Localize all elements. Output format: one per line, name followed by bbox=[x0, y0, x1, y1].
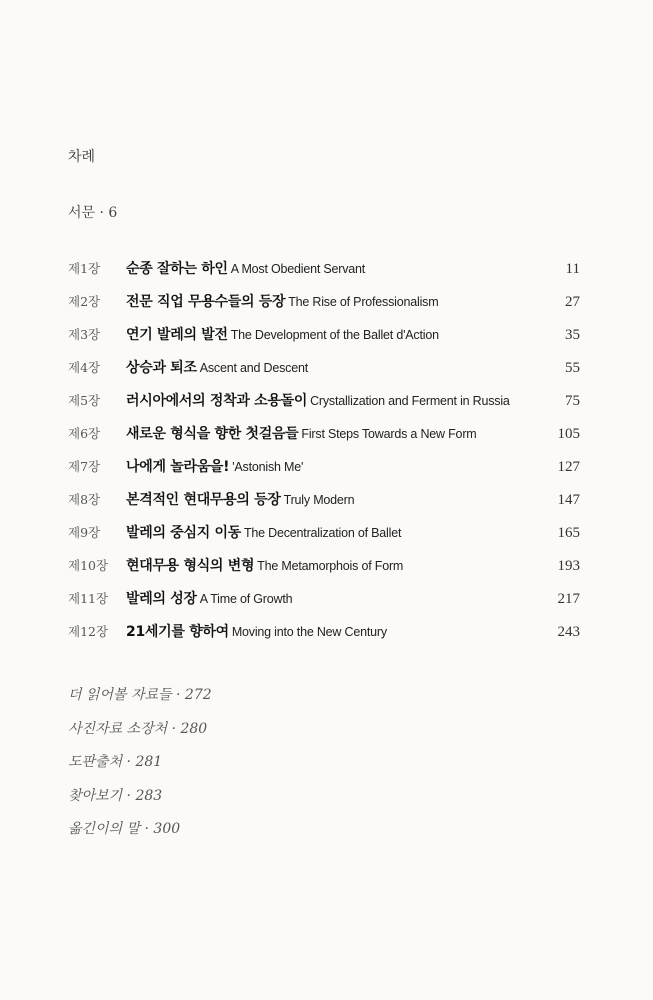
chapter-title-english: The Decentralization of Ballet bbox=[243, 526, 402, 540]
chapter-row-2 bbox=[68, 291, 580, 324]
appendix-list bbox=[68, 684, 212, 852]
chapter-title-english: Ascent and Descent bbox=[199, 361, 308, 375]
chapter-title-english: The Development of the Ballet d'Action bbox=[230, 328, 439, 342]
chapter-title bbox=[126, 456, 530, 476]
chapter-title-english: First Steps Towards a New Form bbox=[301, 427, 477, 441]
chapter-row-8 bbox=[68, 489, 580, 522]
chapter-title bbox=[126, 555, 530, 575]
chapter-page-number: 165 bbox=[557, 525, 580, 541]
chapter-title bbox=[126, 357, 530, 377]
chapter-row-1 bbox=[68, 258, 580, 291]
chapter-title-korean: 발레의 성장 bbox=[126, 591, 197, 607]
chapter-page-number: 105 bbox=[557, 426, 580, 442]
chapter-row-9 bbox=[68, 522, 580, 555]
chapter-row-6 bbox=[68, 423, 580, 456]
chapter-row-10 bbox=[68, 555, 580, 588]
chapter-title-korean: 21세기를 향하여 bbox=[126, 624, 229, 640]
chapter-number: 제6장 bbox=[68, 426, 101, 441]
chapter-row-12 bbox=[68, 621, 580, 654]
chapter-number: 제2장 bbox=[68, 294, 101, 309]
chapter-title-korean: 전문 직업 무용수들의 등장 bbox=[126, 294, 286, 310]
chapter-title-korean: 상승과 퇴조 bbox=[126, 360, 197, 376]
chapter-title-korean: 순종 잘하는 하인 bbox=[126, 261, 228, 277]
chapter-number: 제1장 bbox=[68, 261, 101, 276]
chapter-page-number: 27 bbox=[565, 294, 580, 310]
chapter-page-number: 55 bbox=[565, 360, 580, 376]
chapter-row-11 bbox=[68, 588, 580, 621]
chapter-row-7 bbox=[68, 456, 580, 489]
appendix-item-photo-credits: 사진자료 소장처 · 280 bbox=[68, 720, 208, 737]
chapter-title-english: Crystallization and Ferment in Russia bbox=[310, 394, 510, 408]
chapter-number: 제4장 bbox=[68, 360, 101, 375]
chapter-title-korean: 새로운 형식을 향한 첫걸음들 bbox=[126, 426, 299, 442]
chapter-page-number: 75 bbox=[565, 393, 580, 409]
chapter-number: 제8장 bbox=[68, 492, 101, 507]
chapter-title-korean: 본격적인 현대무용의 등장 bbox=[126, 492, 281, 508]
chapter-title bbox=[126, 522, 530, 542]
appendix-item-translator-note: 옮긴이의 말 · 300 bbox=[68, 821, 181, 837]
chapter-title bbox=[126, 390, 530, 410]
chapter-title-english: A Time of Growth bbox=[199, 592, 293, 606]
chapter-title-english: Moving into the New Century bbox=[231, 625, 387, 639]
chapter-page-number: 243 bbox=[557, 624, 580, 640]
chapter-title-english: 'Astonish Me' bbox=[232, 460, 304, 474]
chapter-title bbox=[126, 423, 530, 443]
chapter-title bbox=[126, 588, 530, 608]
chapter-title-korean: 나에게 놀라움을! bbox=[126, 459, 230, 475]
chapter-page-number: 11 bbox=[565, 261, 580, 277]
chapter-number: 제5장 bbox=[68, 393, 101, 408]
toc-title: 차례 bbox=[68, 149, 96, 165]
chapter-number: 제11장 bbox=[68, 591, 109, 606]
toc-preface-entry: 서문 · 6 bbox=[68, 205, 118, 221]
chapter-title-english: The Rise of Professionalism bbox=[288, 295, 439, 309]
chapter-row-4 bbox=[68, 357, 580, 390]
chapter-title bbox=[126, 324, 530, 344]
appendix-item-index: 찾아보기 · 283 bbox=[68, 787, 163, 804]
chapter-number: 제12장 bbox=[68, 624, 109, 639]
chapter-title-korean: 현대무용 형식의 변형 bbox=[126, 558, 255, 574]
chapter-title-korean: 연기 발레의 발전 bbox=[126, 327, 228, 343]
chapter-title-english: Truly Modern bbox=[283, 493, 355, 507]
chapter-row-3 bbox=[68, 324, 580, 357]
chapter-page-number: 127 bbox=[557, 459, 580, 475]
chapter-number: 제3장 bbox=[68, 327, 101, 342]
chapter-number: 제9장 bbox=[68, 525, 101, 540]
appendix-item-illustration-sources: 도판출처 · 281 bbox=[68, 754, 163, 770]
chapter-page-number: 147 bbox=[557, 492, 580, 508]
chapter-title-english: A Most Obedient Servant bbox=[230, 262, 366, 276]
chapter-page-number: 193 bbox=[557, 558, 580, 574]
appendix-item-further-reading: 더 읽어볼 자료들 · 272 bbox=[68, 687, 212, 703]
chapter-title bbox=[126, 291, 530, 311]
chapter-title-korean: 발레의 중심지 이동 bbox=[126, 525, 241, 541]
chapter-title-korean: 러시아에서의 정착과 소용돌이 bbox=[126, 393, 308, 409]
chapter-number: 제7장 bbox=[68, 459, 101, 474]
chapter-title bbox=[126, 621, 530, 641]
chapter-page-number: 35 bbox=[565, 327, 580, 343]
chapter-row-5 bbox=[68, 390, 580, 423]
chapter-page-number: 217 bbox=[557, 591, 580, 607]
chapter-title bbox=[126, 258, 530, 278]
chapter-title-english: The Metamorphois of Form bbox=[257, 559, 404, 573]
chapter-number: 제10장 bbox=[68, 558, 109, 573]
chapter-title bbox=[126, 489, 530, 509]
chapter-list bbox=[68, 258, 580, 654]
